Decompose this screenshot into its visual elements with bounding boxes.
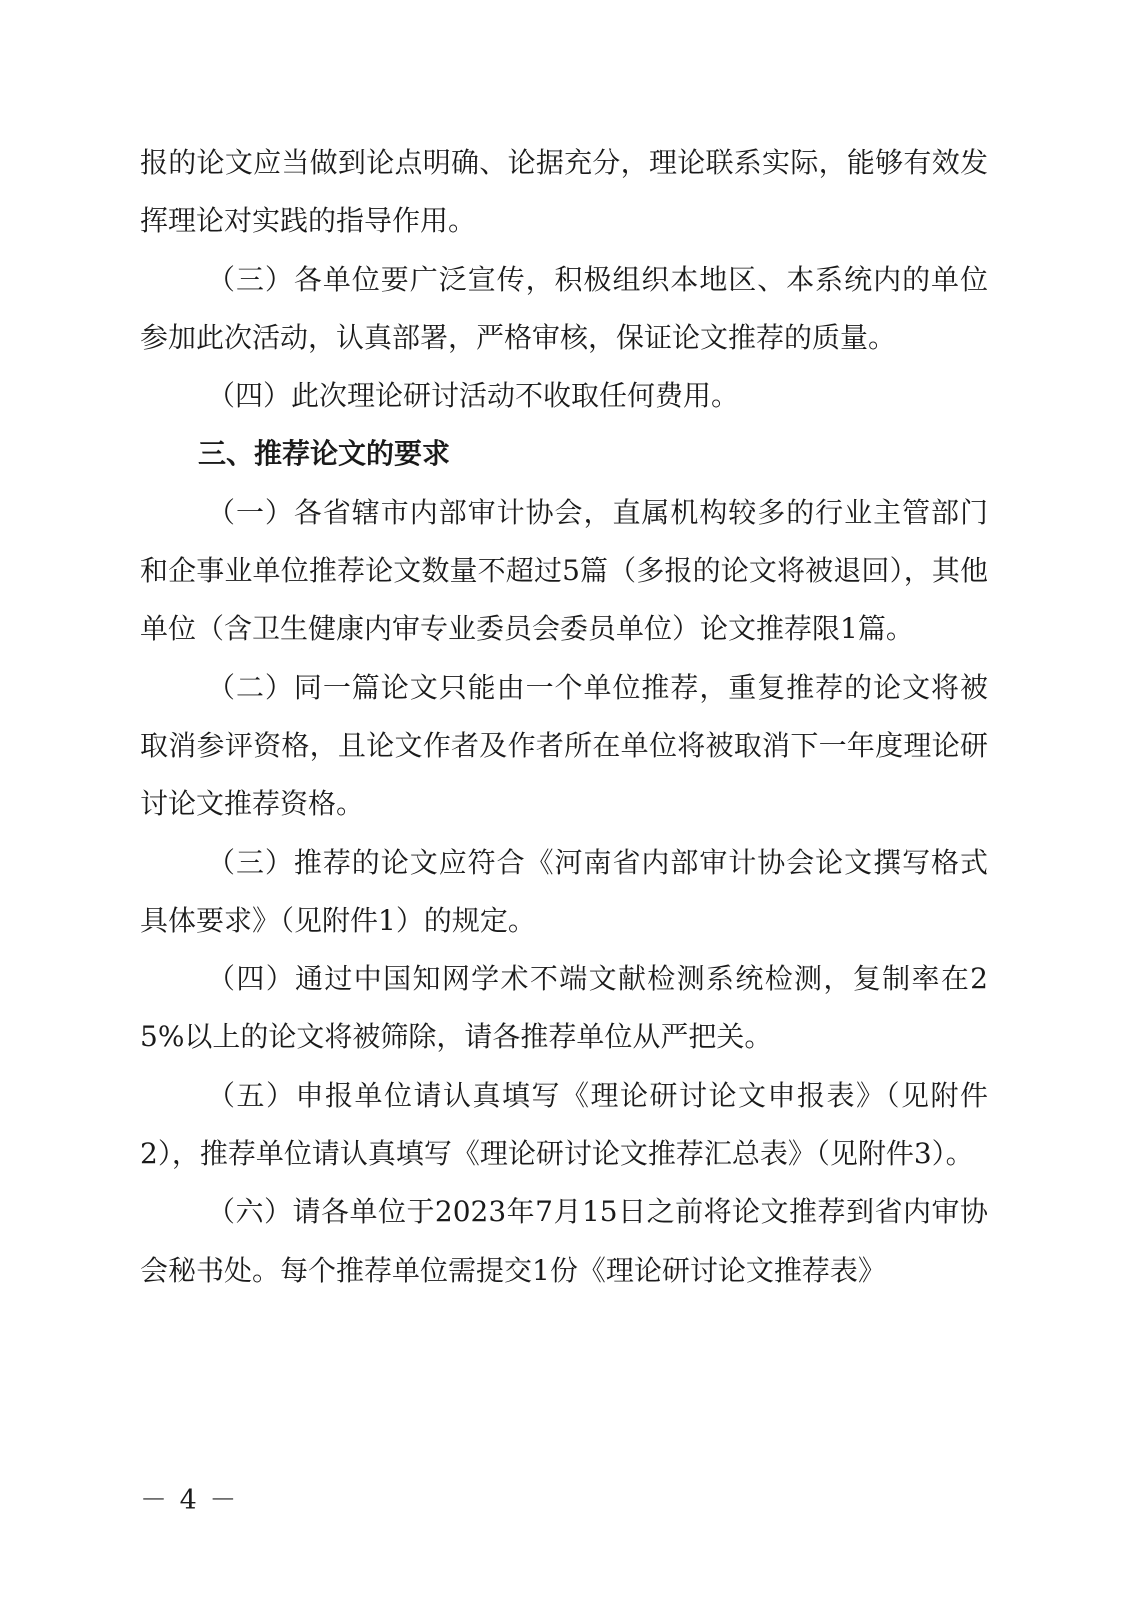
paragraph-item-5-forms: （五）申报单位请认真填写《理论研讨论文申报表》（见附件2），推荐单位请认真填写《理论研讨论文推荐汇总表》（见附件3）。 [140, 1078, 988, 1171]
paragraph-item-6-deadline: （六）请各单位于2023年7月15日之前将论文推荐到省内审协会秘书处。每个推荐单位需提交1份《理论研讨论文推荐表》 [140, 1195, 988, 1287]
paragraph-continuation: 报的论文应当做到论点明确、论据充分，理论联系实际，能够有效发挥理论对实践的指导作用。 [140, 146, 988, 238]
page-number: － 4 － [140, 1485, 239, 1516]
section-heading: 三、推荐论文的要求 [198, 437, 451, 471]
document-body [140, 134, 988, 1300]
paragraph-item-4-no-fee: （四）此次理论研讨活动不收取任何费用。 [207, 379, 740, 413]
paragraph-item-4-plagiarism: （四）通过中国知网学术不端文献检测系统检测，复制率在25%以上的论文将被筛除，请各推荐单位从严把关。 [140, 962, 988, 1054]
paragraph-item-2-duplicate: （二）同一篇论文只能由一个单位推荐，重复推荐的论文将被取消参评资格，且论文作者及作者所在单位将被取消下一年度理论研讨论文推荐资格。 [140, 670, 988, 821]
paragraph-item-1-quota: （一）各省辖市内部审计协会，直属机构较多的行业主管部门和企事业单位推荐论文数量不超过5篇（多报的论文将被退回），其他单位（含卫生健康内审专业委员会委员单位）论文推荐限1篇。 [140, 495, 988, 646]
paragraph-item-3-format: （三）推荐的论文应符合《河南省内部审计协会论文撰写格式具体要求》（见附件1）的规定。 [140, 845, 988, 937]
paragraph-item-3-publicity: （三）各单位要广泛宣传，积极组织本地区、本系统内的单位参加此次活动，认真部署，严格审核，保证论文推荐的质量。 [140, 262, 988, 354]
